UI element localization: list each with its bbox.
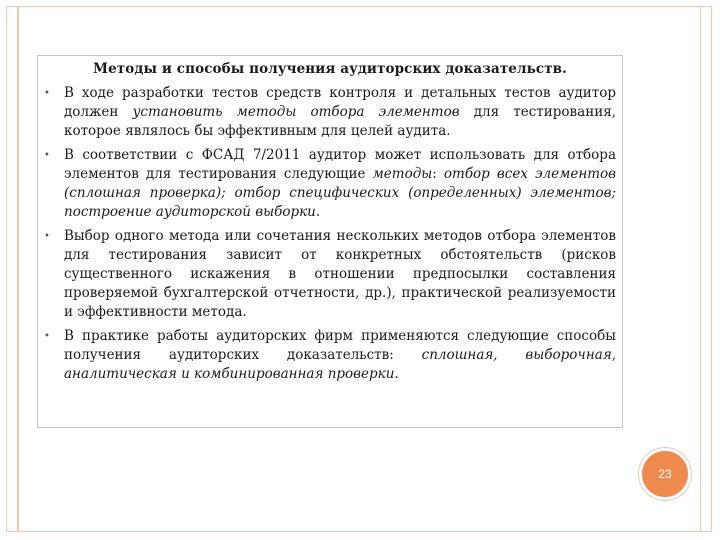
bullet-dot-icon: • bbox=[44, 231, 50, 242]
page-number: 23 bbox=[658, 467, 672, 481]
bullet-dot-icon: • bbox=[44, 88, 50, 99]
bullet-list bbox=[44, 84, 616, 389]
left-decorative-rule bbox=[17, 6, 19, 532]
bullet-text bbox=[64, 328, 616, 382]
bullet-text bbox=[64, 85, 616, 139]
text-segment: . bbox=[394, 366, 399, 382]
text-segment-italic: отбор всех элементов (сплошная проверка); отбор специфических (определенных) элементов; построение аудиторской выборки bbox=[64, 166, 616, 220]
text-segment-italic: методы bbox=[372, 166, 433, 182]
right-decorative-rule bbox=[700, 6, 701, 532]
slide-title: Методы и способы получения аудиторских доказательств. bbox=[93, 61, 567, 77]
bullet-text bbox=[64, 228, 616, 320]
text-segment: В ходе разработки тестов средств контроля и детальных тестов аудитор должен bbox=[64, 85, 616, 120]
bullet-item bbox=[44, 227, 616, 322]
bullet-dot-icon: • bbox=[44, 331, 50, 342]
bullet-item bbox=[44, 327, 616, 384]
bullet-text bbox=[64, 147, 616, 220]
text-segment: для тестирования, которое являлось бы эффективным для целей аудита. bbox=[64, 104, 616, 139]
text-segment: В практике работы аудиторских фирм применяются следующие способы получения аудиторских доказательств: bbox=[64, 328, 616, 363]
page-number-badge bbox=[639, 448, 691, 500]
bullet-dot-icon: • bbox=[44, 150, 50, 161]
bullet-item bbox=[44, 84, 616, 141]
text-segment: : bbox=[432, 166, 444, 182]
text-segment: В соответствии с ФСАД 7/2011 аудитор может использовать для отбора элементов для тестирования следующие bbox=[64, 147, 616, 182]
text-segment-italic: установить методы отбора элементов bbox=[132, 104, 460, 120]
bullet-item bbox=[44, 146, 616, 222]
text-segment: Выбор одного метода или сочетания нескольких методов отбора элементов для тестирования зависит от конкретных обстоятельств (рисков существенного искажения в отношении предпосылки составления проверяемой бухгалтерской отчетности, др.), практической реализуемости и эффективности метода. bbox=[64, 228, 616, 320]
text-segment-italic: сплошная, выборочная, аналитическая и комбинированная проверки bbox=[64, 347, 616, 382]
text-segment: . bbox=[315, 204, 321, 220]
